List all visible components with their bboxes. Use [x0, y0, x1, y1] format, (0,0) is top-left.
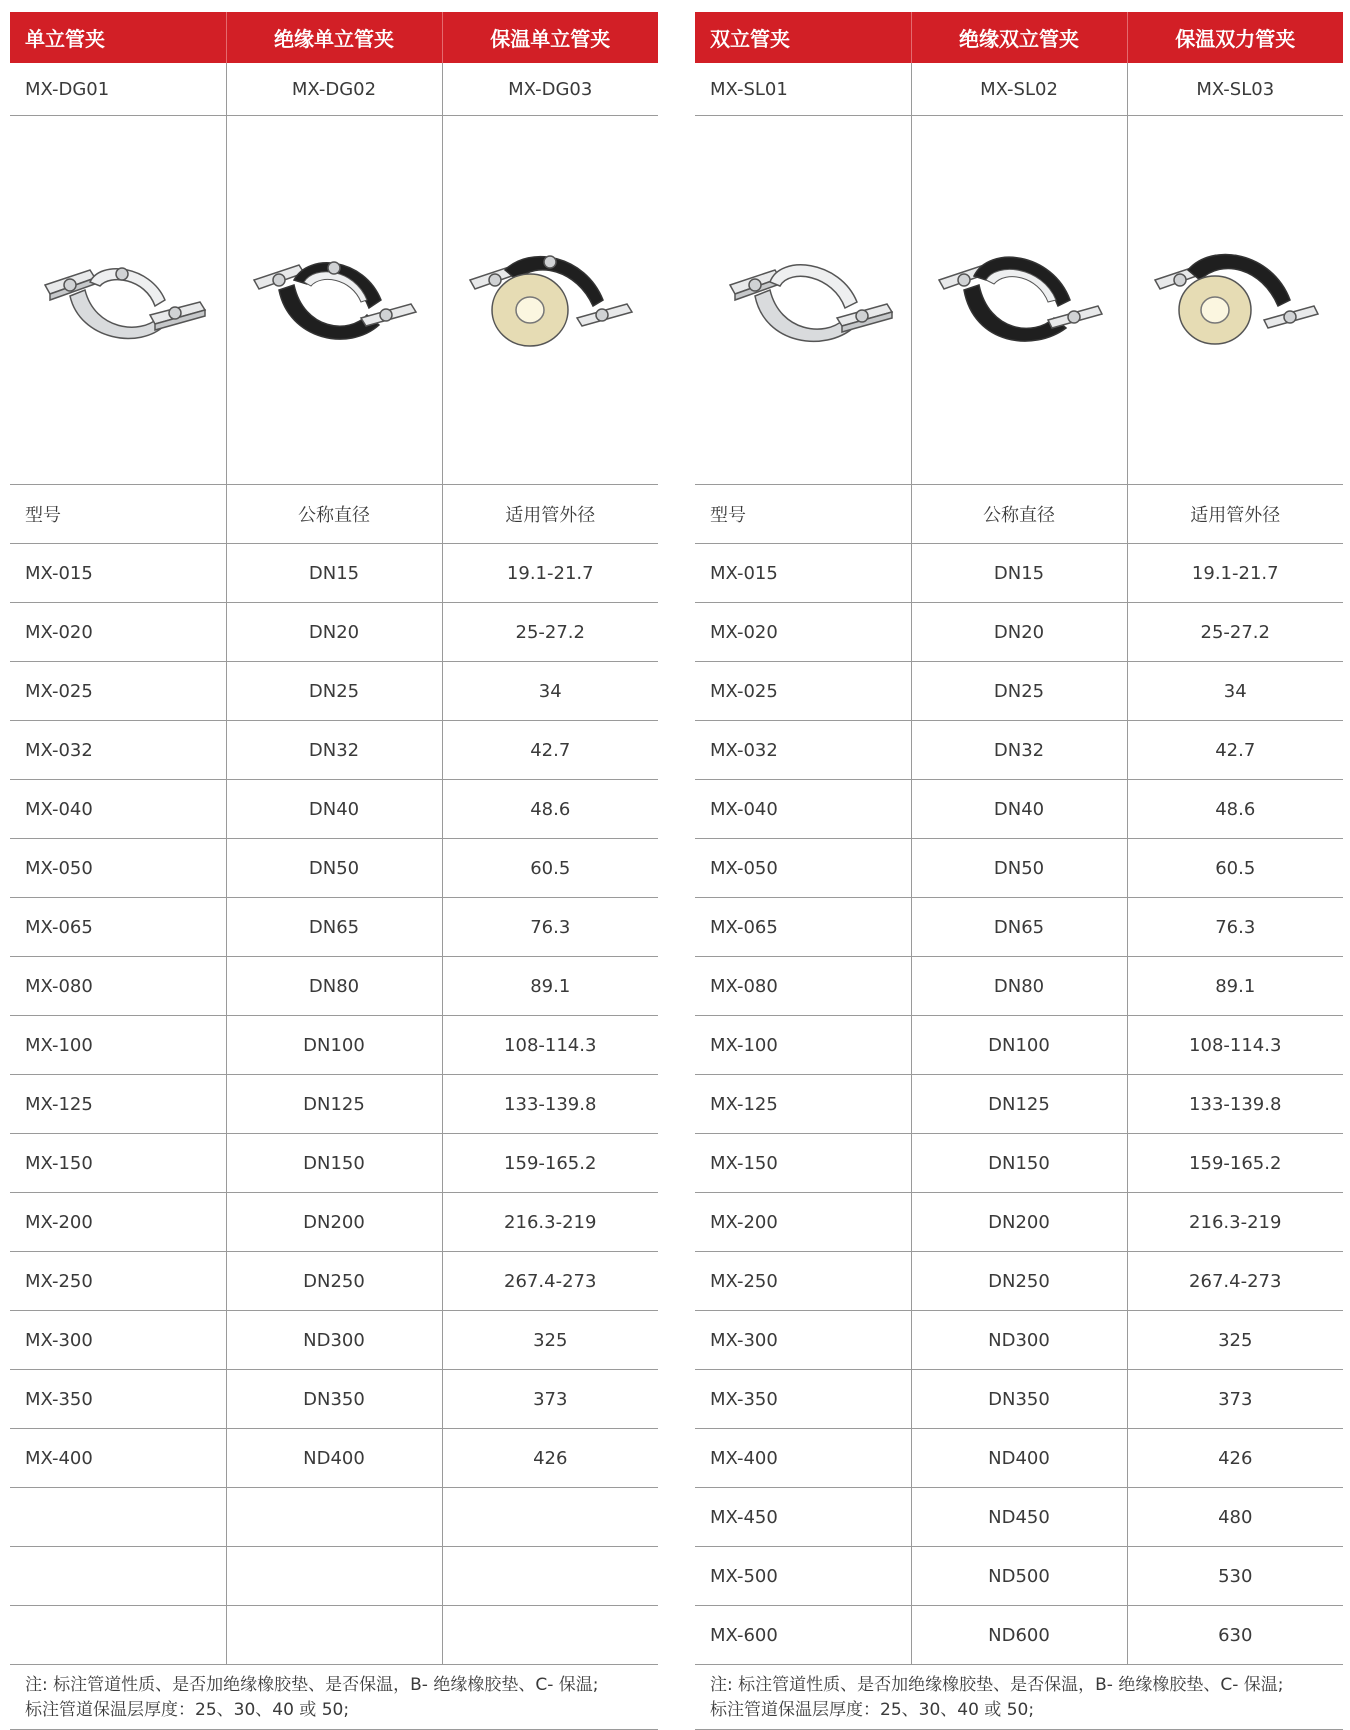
model-cell	[10, 1547, 226, 1606]
outer-diameter-cell: 373	[1127, 1370, 1343, 1429]
table-row	[10, 780, 658, 839]
nominal-diameter-cell: DN15	[226, 544, 442, 603]
table-row	[695, 1547, 1343, 1606]
model-cell: MX-080	[695, 957, 911, 1016]
header-cell: 绝缘单立管夹	[226, 12, 442, 63]
product-code: MX-SL01	[695, 63, 911, 116]
right-spec-table	[695, 12, 1343, 1730]
plain-double-clamp-icon	[730, 265, 892, 342]
outer-diameter-cell: 42.7	[442, 721, 658, 780]
outer-diameter-cell: 480	[1127, 1488, 1343, 1547]
model-cell: MX-350	[695, 1370, 911, 1429]
column-header: 型号	[695, 485, 911, 544]
outer-diameter-cell	[442, 1488, 658, 1547]
nominal-diameter-cell: DN40	[226, 780, 442, 839]
nominal-diameter-cell: DN15	[911, 544, 1127, 603]
model-cell: MX-032	[10, 721, 226, 780]
header-cell: 双立管夹	[695, 12, 911, 63]
table-row	[10, 1429, 658, 1488]
model-cell: MX-350	[10, 1370, 226, 1429]
model-cell: MX-300	[10, 1311, 226, 1370]
model-cell: MX-050	[10, 839, 226, 898]
outer-diameter-cell: 42.7	[1127, 721, 1343, 780]
model-cell: MX-500	[695, 1547, 911, 1606]
footnote	[695, 1665, 1343, 1730]
outer-diameter-cell: 216.3-219	[1127, 1193, 1343, 1252]
table-row	[10, 721, 658, 780]
plain-double-clamp-icon	[695, 116, 911, 485]
column-header: 适用管外径	[1127, 485, 1343, 544]
nominal-diameter-cell	[226, 1606, 442, 1665]
footnote	[10, 1665, 658, 1730]
product-image-row	[695, 116, 1343, 485]
model-cell: MX-125	[10, 1075, 226, 1134]
outer-diameter-cell: 159-165.2	[1127, 1134, 1343, 1193]
model-cell: MX-050	[695, 839, 911, 898]
footnote-line: 注: 标注管道性质、是否加绝缘橡胶垫、是否保温，B- 绝缘橡胶垫、C- 保温;	[710, 1675, 1284, 1695]
product-code: MX-DG01	[10, 63, 226, 116]
column-header: 公称直径	[911, 485, 1127, 544]
column-header: 适用管外径	[442, 485, 658, 544]
header-cell: 保温双力管夹	[1127, 12, 1343, 63]
outer-diameter-cell: 19.1-21.7	[442, 544, 658, 603]
table-row	[695, 1606, 1343, 1665]
left-spec-table	[10, 12, 658, 1730]
outer-diameter-cell: 48.6	[442, 780, 658, 839]
outer-diameter-cell: 48.6	[1127, 780, 1343, 839]
table-row	[10, 1488, 658, 1547]
outer-diameter-cell: 76.3	[442, 898, 658, 957]
product-code: MX-DG02	[226, 63, 442, 116]
model-cell: MX-032	[695, 721, 911, 780]
model-cell: MX-400	[10, 1429, 226, 1488]
outer-diameter-cell: 34	[1127, 662, 1343, 721]
model-cell: MX-025	[10, 662, 226, 721]
nominal-diameter-cell: DN150	[226, 1134, 442, 1193]
nominal-diameter-cell: DN350	[226, 1370, 442, 1429]
table-row	[10, 1075, 658, 1134]
table-row	[695, 1252, 1343, 1311]
model-cell: MX-080	[10, 957, 226, 1016]
table-row	[695, 1488, 1343, 1547]
product-code: MX-SL03	[1127, 63, 1343, 116]
model-cell: MX-065	[695, 898, 911, 957]
nominal-diameter-cell: DN65	[911, 898, 1127, 957]
spec-table-single	[10, 12, 658, 1665]
outer-diameter-cell: 60.5	[1127, 839, 1343, 898]
model-cell: MX-015	[10, 544, 226, 603]
plain-clamp-icon	[45, 268, 205, 338]
table-row	[10, 662, 658, 721]
nominal-diameter-cell: DN350	[911, 1370, 1127, 1429]
nominal-diameter-cell: DN40	[911, 780, 1127, 839]
product-code: MX-SL02	[911, 63, 1127, 116]
nominal-diameter-cell: ND300	[226, 1311, 442, 1370]
model-cell: MX-015	[695, 544, 911, 603]
outer-diameter-cell: 530	[1127, 1547, 1343, 1606]
model-cell	[10, 1606, 226, 1665]
model-cell: MX-200	[695, 1193, 911, 1252]
outer-diameter-cell: 267.4-273	[442, 1252, 658, 1311]
nominal-diameter-cell: DN32	[911, 721, 1127, 780]
insulated-clamp-icon	[254, 262, 416, 339]
nominal-diameter-cell: DN200	[911, 1193, 1127, 1252]
model-cell: MX-065	[10, 898, 226, 957]
model-cell: MX-400	[695, 1429, 911, 1488]
table-row	[10, 1193, 658, 1252]
table-row	[10, 1252, 658, 1311]
table-row	[695, 839, 1343, 898]
product-code: MX-DG03	[442, 63, 658, 116]
table-row	[10, 957, 658, 1016]
nominal-diameter-cell: DN32	[226, 721, 442, 780]
table-row	[695, 1311, 1343, 1370]
table-row	[10, 1016, 658, 1075]
table-row	[695, 721, 1343, 780]
thermal-double-clamp-icon	[1155, 255, 1318, 344]
plain-clamp-icon	[10, 116, 226, 485]
model-cell: MX-150	[695, 1134, 911, 1193]
column-header: 公称直径	[226, 485, 442, 544]
outer-diameter-cell: 60.5	[442, 839, 658, 898]
product-image-row	[10, 116, 658, 485]
outer-diameter-cell: 325	[442, 1311, 658, 1370]
model-cell: MX-250	[10, 1252, 226, 1311]
table-row	[695, 1075, 1343, 1134]
nominal-diameter-cell: DN250	[911, 1252, 1127, 1311]
thermal-clamp-icon	[470, 256, 632, 346]
product-code-row	[695, 63, 1343, 116]
outer-diameter-cell: 34	[442, 662, 658, 721]
outer-diameter-cell: 325	[1127, 1311, 1343, 1370]
table-row	[10, 1547, 658, 1606]
outer-diameter-cell: 25-27.2	[442, 603, 658, 662]
nominal-diameter-cell: ND450	[911, 1488, 1127, 1547]
table-row	[10, 839, 658, 898]
model-cell: MX-125	[695, 1075, 911, 1134]
table-row	[695, 1016, 1343, 1075]
nominal-diameter-cell	[226, 1488, 442, 1547]
model-cell: MX-020	[695, 603, 911, 662]
spec-table-double	[695, 12, 1343, 1665]
thermal-clamp-icon	[442, 116, 658, 485]
nominal-diameter-cell: ND600	[911, 1606, 1127, 1665]
table-row	[695, 603, 1343, 662]
nominal-diameter-cell: DN100	[911, 1016, 1127, 1075]
nominal-diameter-cell: DN100	[226, 1016, 442, 1075]
nominal-diameter-cell: DN25	[226, 662, 442, 721]
nominal-diameter-cell: ND400	[911, 1429, 1127, 1488]
outer-diameter-cell: 159-165.2	[442, 1134, 658, 1193]
column-header: 型号	[10, 485, 226, 544]
table-row	[10, 898, 658, 957]
model-cell	[10, 1488, 226, 1547]
outer-diameter-cell: 19.1-21.7	[1127, 544, 1343, 603]
model-cell: MX-200	[10, 1193, 226, 1252]
nominal-diameter-cell: DN20	[911, 603, 1127, 662]
column-header-row	[695, 485, 1343, 544]
model-cell: MX-150	[10, 1134, 226, 1193]
table-row	[10, 1311, 658, 1370]
outer-diameter-cell: 630	[1127, 1606, 1343, 1665]
model-cell: MX-040	[695, 780, 911, 839]
outer-diameter-cell: 25-27.2	[1127, 603, 1343, 662]
model-cell: MX-100	[695, 1016, 911, 1075]
table-row	[10, 603, 658, 662]
model-cell: MX-450	[695, 1488, 911, 1547]
outer-diameter-cell: 426	[1127, 1429, 1343, 1488]
model-cell: MX-300	[695, 1311, 911, 1370]
nominal-diameter-cell	[226, 1547, 442, 1606]
nominal-diameter-cell: DN125	[226, 1075, 442, 1134]
outer-diameter-cell	[442, 1606, 658, 1665]
model-cell: MX-025	[695, 662, 911, 721]
nominal-diameter-cell: DN20	[226, 603, 442, 662]
table-row	[695, 1370, 1343, 1429]
model-cell: MX-020	[10, 603, 226, 662]
table-header-row	[10, 12, 658, 63]
outer-diameter-cell: 108-114.3	[442, 1016, 658, 1075]
table-row	[10, 1370, 658, 1429]
nominal-diameter-cell: DN200	[226, 1193, 442, 1252]
nominal-diameter-cell: DN125	[911, 1075, 1127, 1134]
nominal-diameter-cell: DN25	[911, 662, 1127, 721]
column-header-row	[10, 485, 658, 544]
table-row	[695, 662, 1343, 721]
outer-diameter-cell: 76.3	[1127, 898, 1343, 957]
model-cell: MX-100	[10, 1016, 226, 1075]
table-row	[695, 898, 1343, 957]
model-cell: MX-040	[10, 780, 226, 839]
nominal-diameter-cell: DN65	[226, 898, 442, 957]
footnote-line: 标注管道保温层厚度：25、30、40 或 50;	[25, 1700, 350, 1720]
outer-diameter-cell: 216.3-219	[442, 1193, 658, 1252]
table-row	[10, 1606, 658, 1665]
model-cell: MX-600	[695, 1606, 911, 1665]
nominal-diameter-cell: ND500	[911, 1547, 1127, 1606]
table-row	[695, 780, 1343, 839]
nominal-diameter-cell: DN80	[226, 957, 442, 1016]
table-row	[695, 1429, 1343, 1488]
footnote-line: 注: 标注管道性质、是否加绝缘橡胶垫、是否保温，B- 绝缘橡胶垫、C- 保温;	[25, 1675, 599, 1695]
insulated-double-clamp-icon	[939, 257, 1102, 341]
insulated-clamp-icon	[226, 116, 442, 485]
nominal-diameter-cell: DN250	[226, 1252, 442, 1311]
outer-diameter-cell: 89.1	[1127, 957, 1343, 1016]
table-row	[695, 957, 1343, 1016]
thermal-double-clamp-icon	[1127, 116, 1343, 485]
insulated-double-clamp-icon	[911, 116, 1127, 485]
outer-diameter-cell: 133-139.8	[442, 1075, 658, 1134]
table-row	[695, 544, 1343, 603]
table-row	[695, 1193, 1343, 1252]
nominal-diameter-cell: DN80	[911, 957, 1127, 1016]
nominal-diameter-cell: ND300	[911, 1311, 1127, 1370]
header-cell: 单立管夹	[10, 12, 226, 63]
outer-diameter-cell: 133-139.8	[1127, 1075, 1343, 1134]
outer-diameter-cell: 426	[442, 1429, 658, 1488]
table-row	[10, 1134, 658, 1193]
table-row	[695, 1134, 1343, 1193]
model-cell: MX-250	[695, 1252, 911, 1311]
header-cell: 绝缘双立管夹	[911, 12, 1127, 63]
nominal-diameter-cell: ND400	[226, 1429, 442, 1488]
table-row	[10, 544, 658, 603]
outer-diameter-cell	[442, 1547, 658, 1606]
nominal-diameter-cell: DN50	[226, 839, 442, 898]
product-code-row	[10, 63, 658, 116]
nominal-diameter-cell: DN50	[911, 839, 1127, 898]
table-header-row	[695, 12, 1343, 63]
nominal-diameter-cell: DN150	[911, 1134, 1127, 1193]
outer-diameter-cell: 267.4-273	[1127, 1252, 1343, 1311]
footnote-line: 标注管道保温层厚度：25、30、40 或 50;	[710, 1700, 1035, 1720]
header-cell: 保温单立管夹	[442, 12, 658, 63]
outer-diameter-cell: 89.1	[442, 957, 658, 1016]
outer-diameter-cell: 373	[442, 1370, 658, 1429]
outer-diameter-cell: 108-114.3	[1127, 1016, 1343, 1075]
